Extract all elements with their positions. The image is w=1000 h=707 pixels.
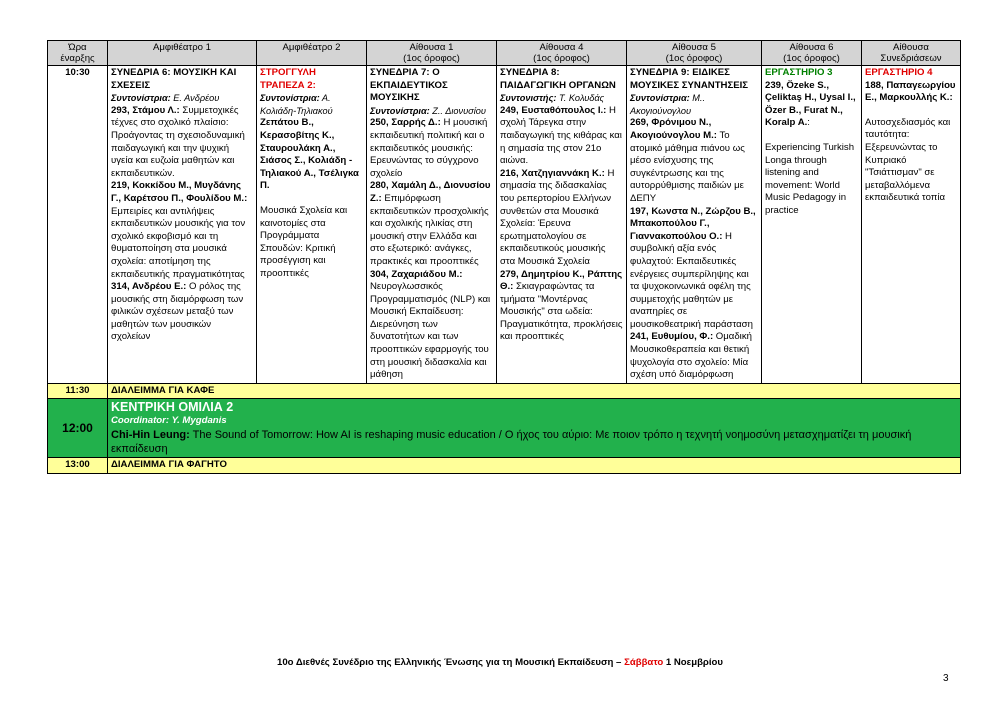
header-room-4: Αίθουσα 4 (1ος όροφος) xyxy=(497,41,627,66)
session-title: ΣΥΝΕΔΡΙΑ 7: Ο ΕΚΠΑΙΔΕΥΤΙΚΟΣ ΜΟΥΣΙΚΗΣ xyxy=(370,67,448,104)
session-title: ΣΥΝΕΔΡΙΑ 9: ΕΙΔΙΚΕΣ ΜΟΥΣΙΚΕΣ ΣΥΝΑΝΤΗΣΕΙΣ xyxy=(630,67,749,91)
keynote-cell xyxy=(108,399,961,458)
session-8-cell xyxy=(497,66,627,384)
break-label: ΔΙΑΛΕΙΜΜΑ ΓΙΑ ΦΑΓΗΤΟ xyxy=(108,458,961,474)
session-title: ΕΡΓΑΣΤΗΡΙΟ 3 xyxy=(765,67,833,78)
slot-time: 13:00 xyxy=(48,458,108,474)
session-title: ΣΥΝΕΔΡΙΑ 8: ΠΑΙΔΑΓΩΓΙΚΗ ΟΡΓΑΝΩΝ xyxy=(500,67,616,91)
panel-members: Ζεπάτου Β., Κερασοβίτης Κ., Σταυρουλάκη Α., Σιάσος Σ., Κολιάδη - Τηλιακού Α., Τσέλιγκα Π. xyxy=(260,117,359,192)
header-amphitheatre-1: Αμφιθέατρο 1 xyxy=(108,41,257,66)
coordinator: Συντονίστρια: Μ.. Ακογιούνογλου xyxy=(630,93,706,116)
paper-authors: 188, Παπαγεωργίου Ε., Μαρκουλλής Κ.: xyxy=(865,79,956,104)
header-room-1: Αίθουσα 1 (1ος όροφος) xyxy=(367,41,497,66)
slot-time: 10:30 xyxy=(48,66,108,384)
workshop-3-cell xyxy=(762,66,862,384)
keynote-coordinator: Coordinator: Y. Mygdanis xyxy=(111,415,227,427)
page-footer: 10ο Διεθνές Συνέδριο της Ελληνικής Ένωσης για τη Μουσική Εκπαίδευση – Σάββατο 1 Νοεμβρίου xyxy=(277,657,723,668)
slot-time: 11:30 xyxy=(48,383,108,399)
workshop-4-cell xyxy=(862,66,961,384)
paper-title: Experiencing Turkish Longa through listening and movement: World Music Pedagogy in practice xyxy=(765,141,855,216)
schedule-table xyxy=(47,40,961,474)
paper: 250, Σαρρής Δ.: Η μουσική εκπαιδευτική πολιτική και ο εκπαιδευτικός μουσικής: Ερευνώντας το σύγχρονο σχολείο xyxy=(370,117,488,179)
session-9-cell xyxy=(627,66,762,384)
header-time: Ώρα έναρξης xyxy=(48,41,108,66)
round-table-2-cell xyxy=(257,66,367,384)
lunch-break-row xyxy=(48,458,961,474)
footer-day: Σάββατο xyxy=(624,657,664,668)
paper: 293, Στάμου Λ.: Συμμετοχικές τέχνες στο σχολικό πλαίσιο: Προάγοντας τη σχεσιοδυναμική παιδαγωγική και την ψυχική υγεία και ευζωία μαθητών και εκπαιδευτικών. xyxy=(111,104,245,179)
paper: 314, Ανδρέου Ε.: Ο ρόλος της μουσικής στη διαμόρφωση των φιλικών σχέσεων μεταξύ των μαθητών των μουσικών σχολείων xyxy=(111,281,244,343)
coordinator: Συντονίστρια: Ζ.. Διονυσίου xyxy=(370,105,486,116)
paper-authors: 239, Özeke S., Çeliktaş H., Uysal I., Özer B., Furat N., Koralp A.: xyxy=(765,79,856,129)
paper: 241, Ευθυμίου, Φ.: Ομαδική Μουσικοθεραπεία και θετική ψυχολογία στο σχολείο: Μία σχέση υπό διαμόρφωση xyxy=(630,331,752,381)
break-label: ΔΙΑΛΕΙΜΜΑ ΓΙΑ ΚΑΦΕ xyxy=(108,383,961,399)
header-amphitheatre-2: Αμφιθέατρο 2 xyxy=(257,41,367,66)
paper: 304, Ζαχαριάδου Μ.: Νευρογλωσσικός Προγραμματισμός (NLP) και Μουσική Εκπαίδευση: Διερεύνηση των δυνατοτήτων και των προοπτικών εφαρμογής του στη μουσική διδασκαλία και μάθηση xyxy=(370,268,491,381)
keynote-title: ΚΕΝΤΡΙΚΗ ΟΜΙΛΙΑ 2 xyxy=(111,400,234,415)
header-meeting-room: Αίθουσα Συνεδριάσεων xyxy=(862,41,961,66)
session-title: ΕΡΓΑΣΤΗΡΙΟ 4 xyxy=(865,67,933,78)
paper: 279, Δημητρίου Κ., Ράπτης Θ.: Σκιαγραφώντας τα τμήματα "Μοντέρνας Μουσικής" στα ωδεία: Πραγματικότητα, προκλήσεις και προοπτικές xyxy=(500,268,623,343)
slot-1030-row xyxy=(48,66,961,384)
slot-time: 12:00 xyxy=(48,399,108,458)
coordinator: Συντονιστής: Τ. Κολυδάς xyxy=(500,93,605,104)
keynote-talk: Chi-Hin Leung: The Sound of Tomorrow: How AI is reshaping music education / Ο ήχος του αύριο: Με ποιον τρόπο η τεχνητή νοημοσύνη μετασχηματίζει τη μουσική εκπαίδευση xyxy=(111,429,912,456)
header-room-5: Αίθουσα 5 (1ος όροφος) xyxy=(627,41,762,66)
session-7-cell xyxy=(367,66,497,384)
page-number: 3 xyxy=(943,673,949,684)
paper: 280, Χαμάλη Δ., Διονυσίου Ζ.: Επιμόρφωση εκπαιδευτικών προσχολικής και σχολικής ηλικίας στη μουσική στην Ελλάδα και στο εξωτερικό: ανάγκες, πρακτικές και προοπτικές xyxy=(370,180,491,267)
paper-title: Αυτοσχεδιασμός και ταυτότητα: Εξερευνώντας το Κυπριακό "Τσιάττισμαν" σε μεταβαλλόμενα εκπαιδευτικά τοπία xyxy=(865,116,951,204)
round-table-topic: Μουσικά Σχολεία και καινοτομίες στα Προγράμματα Σπουδών: Κριτική προσέγγιση και προοπτικές xyxy=(260,204,348,279)
session-title: ΣΥΝΕΔΡΙΑ 6: ΜΟΥΣΙΚΗ ΚΑΙ ΣΧΕΣΕΙΣ xyxy=(111,67,237,91)
coordinator: Συντονίστρια: Ε. Ανδρέου xyxy=(111,93,220,104)
paper: 197, Κωνστα Ν., Ζώρζου Β., Μπακοπούλου Γ., Γιαννακοπούλου Ο.: Η συμβολική αξία ενός φυλαχτού: Εκπαιδευτικές ενέργειες συμπερίληψης και τα ψυχοκοινωνικά οφέλη της συμμετοχής μαθητών με αναπηρίες σε μουσικοθεατρική παράσταση xyxy=(630,205,756,330)
paper: 216, Χατζηγιαννάκη Κ.: Η σημασία της διδασκαλίας του ρεπερτορίου Ελλήνων συνθετών στα Μουσικά Σχολεία: Έρευνα ερωτηματολογίου σε εκπαιδευτικούς μουσικής στα Μουσικά Σχολεία xyxy=(500,167,615,267)
coffee-break-row xyxy=(48,383,961,399)
header-room-6: Αίθουσα 6 (1ος όροφος) xyxy=(762,41,862,66)
paper: 219, Κοκκίδου Μ., Μυγδάνης Γ., Καρέτσου Π., Φουλίδου Μ.: Εμπειρίες και αντιλήψεις εκπαιδευτικών μουσικής για τον σχολικό εκφοβισμό και τη θυματοποίηση στα μουσικά σχολεία: αποτίμηση της εκπαιδευτικής πραγματικότητας xyxy=(111,180,248,280)
paper: 249, Ευσταθόπουλος Ι.: Η σχολή Τάρεγκα στην παιδαγωγική της κιθάρας και η σημασία της στον 21ο αιώνα. xyxy=(500,104,622,167)
session-6-cell xyxy=(108,66,257,384)
session-title: ΣΤΡΟΓΓΥΛΗ ΤΡΑΠΕΖΑ 2: xyxy=(260,67,316,91)
paper: 269, Φρόνιμου Ν., Ακογιούνογλου Μ.: Το ατομικό μάθημα πιάνου ως μέσο ενίσχυσης της συγκέντρωσης και της αυτορρύθμισης παιδιών με ΔΕΠΥ xyxy=(630,117,745,204)
keynote-row xyxy=(48,399,961,458)
coordinator: Συντονίστρια: Α. Κολιάδη-Τηλιακού xyxy=(260,93,333,116)
header-row xyxy=(48,41,961,66)
